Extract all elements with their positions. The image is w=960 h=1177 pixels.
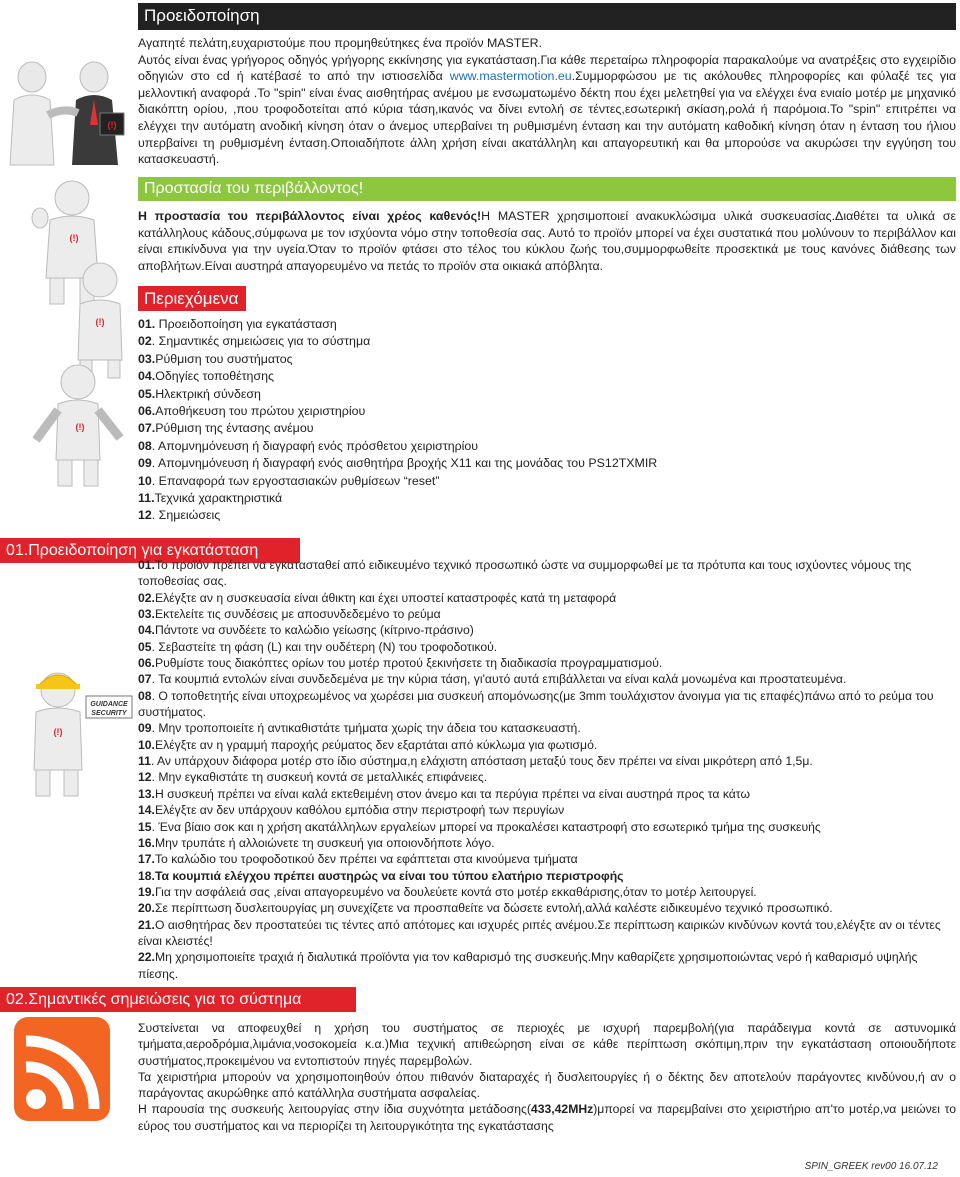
item-number: 03. <box>138 607 155 622</box>
install-item <box>138 819 956 835</box>
install-list <box>138 557 956 982</box>
notes-p3-start: Η παρουσία της συσκευής λειτουργίας στην ίδια συχνότητα μετάδοσης( <box>138 1102 531 1117</box>
warning-title: Προειδοποίηση <box>138 3 956 30</box>
notes-p1: Συστείνεται να αποφευχθεί η χρήση του συστήματος σε περιοχές με ισχυρή παρεμβολή(για παράδειγμα κοντά σε αστυνομικά τμήματα,αεροδρόμια,λιμάνια,νοσοκομεία κ.α.)Μια τεχνική απιθεώρηση είναι σε κάθε περίπτωση σκόπιμη,πριν την εγκατάσταση οποιουδήποτε συστήματος,προκειμένου να εντοπιστούν πηγές παρεμβολών. <box>138 1021 956 1068</box>
item-text: . Απομνημόνευση ή διαγραφή ενός πρόσθετου χειριστηρίου <box>151 438 479 453</box>
item-text: Μη χρησιμοποιείτε τραχιά ή διαλυτικά προϊόντα για τον καθαρισμό της συσκευής.Μην καθαρίζετε χρησιμοποιώντας νερό ή καθαρισμό υψηλής πίεσης. <box>138 950 918 981</box>
install-item <box>138 639 956 655</box>
item-number: 15 <box>138 819 152 834</box>
install-item <box>138 786 956 802</box>
brand-badge-1: (!) <box>107 120 117 130</box>
item-text: . Μην τροποποιείτε ή αντικαθιστάτε τμήματα χωρίς την άδεια του κατασκευαστή. <box>151 721 581 736</box>
frequency-value: 433,42MHz <box>530 1102 594 1117</box>
item-text: . Σημαντικές σημειώσεις για το σύστημα <box>151 334 371 349</box>
item-text: Προειδοποίηση για εγκατάσταση <box>155 317 337 331</box>
brand-badge-3: (!) <box>95 317 105 327</box>
brand-badge-5: (!) <box>53 727 63 737</box>
item-number: 10 <box>138 473 152 488</box>
item-text: Για την ασφάλειά σας ,είναι απαγορευμένο να δουλεύετε κοντά στο μοτέρ εκκαθάρισης,όταν το μοτέρ λειτουργεί. <box>154 884 757 899</box>
install-item <box>138 655 956 671</box>
item-number: 01. <box>138 558 155 572</box>
item-number: 07. <box>138 421 156 436</box>
environment-lead: Η προστασία του περιβάλλοντος είναι χρέος καθενός! <box>138 209 482 223</box>
warning-greeting: Αγαπητέ πελάτη,ευχαριστούμε που προμηθεύτηκες ένα προϊόν MASTER. <box>138 36 543 50</box>
item-text: . Ο τοποθετητής είναι υποχρεωμένος να χωρέσει μια συσκευή απομόνωσης(με 3mm τουλάχιστον άνοιγμα για τις επαφές)πάνω από το ρεύμα του συστήματος. <box>138 688 934 720</box>
item-number: 07 <box>138 672 152 687</box>
item-number: 04. <box>138 369 156 384</box>
item-text: . Απομνημόνευση ή διαγραφή ενός αισθητήρα βροχής Χ11 και της μονάδας του PS12TXMIR <box>151 456 658 471</box>
item-number: 20. <box>138 901 155 916</box>
contents-item <box>138 507 938 524</box>
document-footer: SPIN_GREEK rev00 16.07.12 <box>804 1161 938 1172</box>
item-number: 14. <box>138 803 155 818</box>
item-number: 08 <box>138 438 152 453</box>
warning-text <box>138 35 956 168</box>
item-number: 11. <box>138 491 155 506</box>
contents-item <box>138 473 938 490</box>
rss-icon <box>12 1015 112 1123</box>
install-item <box>138 949 956 982</box>
install-item <box>138 671 956 687</box>
install-item <box>138 769 956 785</box>
contents-item <box>138 455 938 472</box>
item-text: Εκτελείτε τις συνδέσεις με αποσυνδεδεμένο το ρεύμα <box>154 607 441 622</box>
environment-body: Η MASTER χρησιμοποιεί ανακυκλώσιμα υλικά συσκευασίας.Διαθέτει τα υλικά σε κατάλληλους κάδους,σύμφωνα με τον ισχύοντα νόμο στην τοποθεσία σας. Αυτό το προϊόν μπορεί να έχει συστατικά που μολύνουν το περιβάλλον και είναι επικίνδυνα για την υγεία.Όταν το προϊόν φτάσει στο τέλος του κύκλου ζωής του,συμμορφωθείτε προσεκτικά με τους κανόνες διάθεσης των αποβλήτων.Είναι αυστηρά απαγορευμένο να πετάς το προϊόν στα οικιακά απόβλητα. <box>138 209 956 273</box>
item-text: Οδηγίες τοποθέτησης <box>155 369 274 384</box>
brand-badge-2: (!) <box>69 233 79 243</box>
contents-item <box>138 420 938 437</box>
contents-list <box>138 316 938 525</box>
item-text: . Αν υπάρχουν διάφορα μοτέρ στο ίδιο σύστημα,η ελάχιστη απόσταση μεταξύ τους δεν πρέπει να είναι μικρότερη από 1,5μ. <box>150 754 813 769</box>
install-item <box>138 851 956 867</box>
contents-item <box>138 438 938 455</box>
notes-text <box>138 1020 956 1134</box>
install-item <box>138 590 956 606</box>
item-text: Ελέγξτε αν η συσκευασία είναι άθικτη και έχει υποστεί καταστροφές κατά τη μεταφορά <box>154 590 617 605</box>
item-number: 13. <box>138 786 155 801</box>
item-text: Ελέγξτε αν η γραμμή παροχής ρεύματος δεν εξαρτάται από κύκλωμα για φωτισμό. <box>154 737 598 752</box>
item-text: Μην τρυπάτε ή αλλοιώνετε τη συσκευή για οποιονδήποτε λόγο. <box>154 835 495 850</box>
item-text: . Μην εγκαθιστάτε τη συσκευή κοντά σε μεταλλικές επιφάνειες. <box>151 770 488 785</box>
item-number: 01. <box>138 317 156 331</box>
contents-item <box>138 316 938 333</box>
install-item <box>138 835 956 851</box>
item-number: 17. <box>138 852 155 867</box>
item-text: Η συσκευή πρέπει να είναι καλά εκτεθειμένη στον άνεμο και τα περύγια πρέπει να είναι αυστηρά προς τα κάτω <box>154 786 750 801</box>
item-text: Το καλώδιο του τροφοδοτικού δεν πρέπει να εφάπτεται στα κινούμενα τμήματα <box>154 852 578 867</box>
item-text: . Ένα βίαιο σοκ και η χρήση ακατάλληλων εργαλείων μπορεί να προκαλέσει καταστροφή στο εσωτερικό τμήμα της συσκευής <box>151 819 821 834</box>
item-text: Ρύθμιση της έντασης ανέμου <box>155 421 314 436</box>
item-number: 18. <box>138 868 155 883</box>
item-number: 22. <box>138 950 155 965</box>
item-number: 19. <box>138 884 155 899</box>
install-item <box>138 688 956 721</box>
install-title: 01.Προειδοποίηση για εγκατάσταση <box>0 538 300 563</box>
contents-item <box>138 333 938 350</box>
item-number: 10. <box>138 737 155 752</box>
item-number: 21. <box>138 917 155 932</box>
contents-item <box>138 368 938 385</box>
notes-p2: Τα χειριστήρια μπορούν να χρησιμοποιηθούν όπου πιθανόν διαταραχές ή δυσλειτουργίες ή ο δέκτης δεν αποτελούν παράγοντες κινδύνου,ή αν ο παράγοντας ακυρώθηκε από κατάλληλα συστήματα ασφαλείας. <box>138 1069 956 1101</box>
security-badge: SECURITY <box>91 710 127 717</box>
item-text: Ηλεκτρική σύνδεση <box>155 386 261 401</box>
warning-body: .Συμμορφώσου με τις ακόλουθες πληροφορίες και φύλαξέ τες για μελλοντική αναφορά .Το "spin" είναι ένας αισθητήρας ανέμου με ενσωματωμένο δέκτη που έχει μελετηθεί για να ελέγχει ένα ενιαίο μοτέρ με μηχανικό διακόπτη ορίου, ,που τροφοδοτείται από κύρια τάση,ικανός να δίνει εντολή σε τέντες,εσωτερική σκίαση,ρολά ή παρόμοια.Το "spin" επιτρέπει να ελέγχει την αυτόματη ανοδική κίνηση όταν ο άνεμος υπερβαίνει τη ρυθμισμένη ένταση και την αυτόματη καθοδική κίνηση όταν η ένταση του ήλιου υπερβαίνει τη ρυθμισμένη ένταση.Οποιαδήποτε άλλη χρήση είναι ακατάλληλη και απαγορευτική και θα μπορούσε να ακυρώσει την εγγύηση του κατασκευαστή. <box>138 69 956 167</box>
mastermotion-link[interactable]: www.mastermotion.eu <box>449 69 572 84</box>
contents-item <box>138 490 938 507</box>
handshake-illustration <box>2 55 130 175</box>
item-number: 11 <box>138 754 151 769</box>
item-text: . Επαναφορά των εργοστασιακών ρυθμίσεων “reset” <box>151 473 440 488</box>
item-text: Αποθήκευση του πρώτου χειριστηρίου <box>155 404 366 419</box>
notes-p3 <box>138 1101 956 1134</box>
guidance-badge: GUIDANCE <box>90 701 128 708</box>
item-number: 05 <box>138 639 152 654</box>
item-number: 02 <box>138 334 152 349</box>
install-item <box>138 606 956 622</box>
install-item <box>138 753 956 769</box>
item-text: Ο αισθητήρας δεν προστατεύει τις τέντες από απότομες και ισχυρές ριπές ανέμου.Σε περίπτωση καιρικών κινδύνων κοντά του,ελέγξτε αν οι τέντες είναι κλειστές! <box>138 917 941 948</box>
contents-item <box>138 351 938 368</box>
item-number: 05. <box>138 386 156 401</box>
item-text: . Σημειώσεις <box>151 508 221 523</box>
install-item <box>138 884 956 900</box>
install-item <box>138 720 956 736</box>
install-item <box>138 868 956 884</box>
item-text: . Σεβαστείτε τη φάση (L) και την ουδέτερη (N) του τροφοδοτικού. <box>151 639 498 654</box>
install-item <box>138 802 956 818</box>
install-item <box>138 917 956 950</box>
item-text: Τεχνικά χαρακτηριστικά <box>154 491 283 506</box>
install-item <box>138 900 956 916</box>
item-text: . Τα κουμπιά εντολών είναι συνδεδεμένα με την κύρια τάση, γι'αυτό αυτά επιβάλλεται να είναι καλά μονωμένα και προστατευμένα. <box>151 672 847 687</box>
warning-intro: Αυτός είναι ένας γρήγορος οδηγός γρήγορης εκκίνησης για εγκατάσταση.Για κάθε περεταίρω πληροφορία παρακαλούμε να ανατρέξεις στο εγχειρίδιο οδηγιών στο cd ή κατέβασέ το από την ιστιοσελίδα <box>138 52 956 84</box>
item-number: 16. <box>138 835 155 850</box>
item-number: 09 <box>138 456 152 471</box>
item-number: 06. <box>138 656 155 671</box>
install-item <box>138 737 956 753</box>
install-item <box>138 557 956 590</box>
environment-title: Προστασία του περιβάλλοντος! <box>138 177 956 201</box>
shrug-figure <box>28 360 128 490</box>
item-text: Τα κουμπιά ελέγχου πρέπει αυστηρώς να είναι του τύπου ελατήριο περιστροφής <box>154 868 624 883</box>
notes-p3-end: )μπορεί να παρεμβαίνει στο χειριστήριο απ'το μοτέρ,να μειώνει το εύρος του συστήματος και να περιορίζει τη λειτουργικότητα της εγκατάστασης <box>138 1102 956 1133</box>
environment-text <box>138 208 956 274</box>
item-text: Πάντοτε να συνδέετε το καλώδιο γείωσης (κίτρινο-πράσινο) <box>154 623 474 638</box>
brand-badge-4: (!) <box>75 422 85 432</box>
item-number: 06. <box>138 404 156 419</box>
item-text: Το προϊόν πρέπει να εγκατασταθεί από ειδικευμένο τεχνικό προσωπικό ώστε να συμμορφωθεί με τα πρότυπα και τους ισχύοντες νόμους της τοποθεσίας σας. <box>138 558 912 589</box>
notes-title: 02.Σημαντικές σημειώσεις για το σύστημα <box>0 987 356 1012</box>
contents-item <box>138 403 938 420</box>
item-text: Ρύθμιση του συστήματος <box>155 351 293 366</box>
item-number: 08 <box>138 688 152 703</box>
item-number: 12 <box>138 508 152 523</box>
contents-title: Περιεχόμενα <box>138 286 246 311</box>
helmet-worker-figure <box>6 660 136 800</box>
contents-item <box>138 386 938 403</box>
item-number: 03. <box>138 351 156 366</box>
item-text: Σε περίπτωση δυσλειτουργίας μη συνεχίζετε να προσπαθείτε να δώσετε εντολή,αλλά καλέστε ειδικευμένο τεχνικό προσωπικό. <box>154 901 833 916</box>
item-number: 02. <box>138 590 155 605</box>
item-number: 04. <box>138 623 155 638</box>
item-text: Ελέγξτε αν δεν υπάρχουν καθόλου εμπόδια στην περιστροφή των περυγίων <box>154 803 565 818</box>
install-item <box>138 622 956 638</box>
item-number: 09 <box>138 721 152 736</box>
item-text: Ρυθμίστε τους διακόπτες ορίων του μοτέρ προτού ξεκινήσετε τη διαδικασία προγραμματισμού. <box>154 656 663 671</box>
item-number: 12 <box>138 770 152 785</box>
